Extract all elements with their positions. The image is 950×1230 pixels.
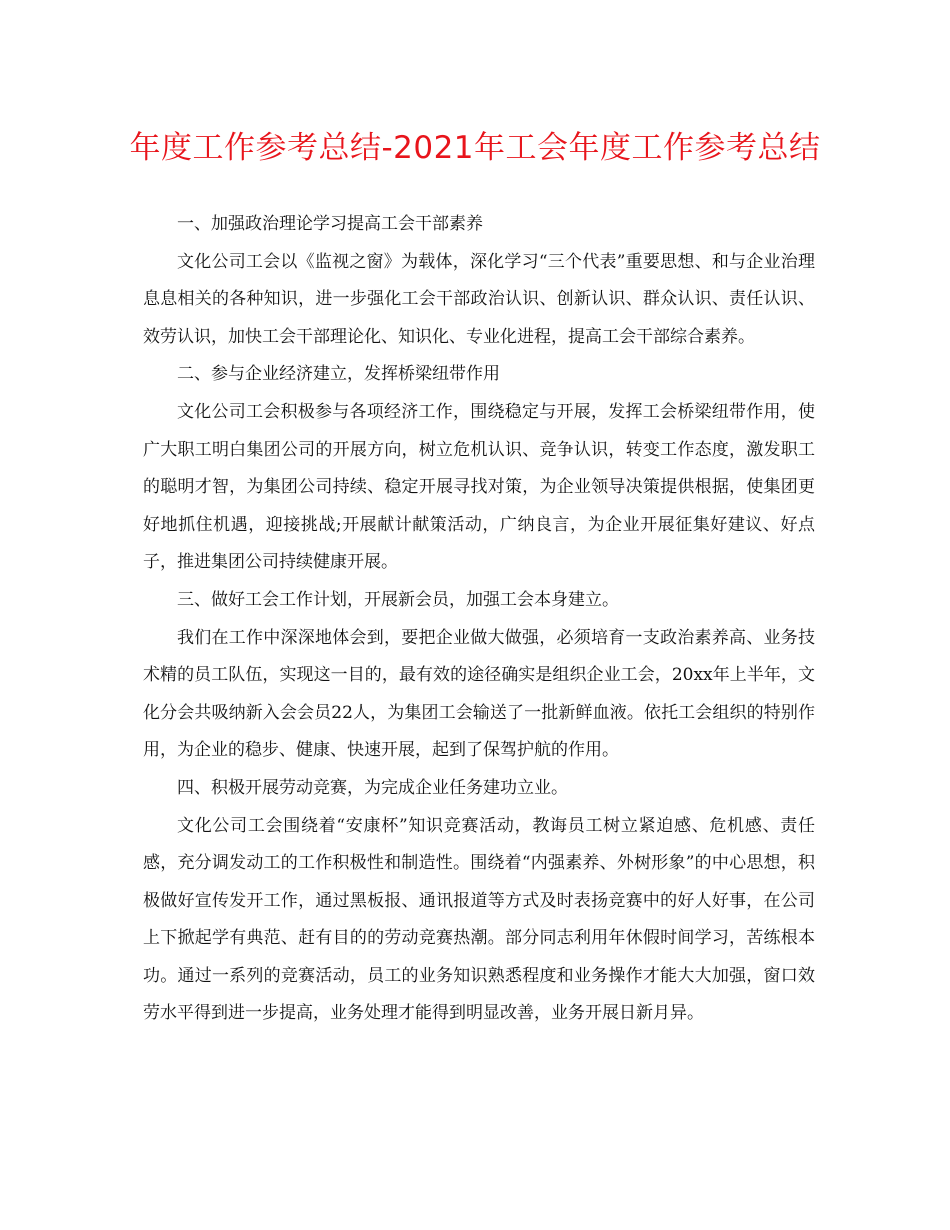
section-heading-1: 一、加强政治理论学习提高工会干部素养 xyxy=(177,214,483,234)
paragraph: 文化公司工会围绕着“安康杯”知识竞赛活动，教诲员工树立紧迫感、危机感、责任感，充分调发动工的工作积极性和制造性。围绕着“内强素养、外树形象”的中心思想，积极做好宣传发开工作，通过黑板报、通讯报道等方式及时表扬竞赛中的好人好事，在公司上下掀起学有典范、赶有目的的劳动竞赛热潮。部分同志利用年休假时间学习，苦练根本功。通过一系列的竞赛活动，员工的业务知识熟悉程度和业务操作才能大大加强，窗口效劳水平得到进一步提高，业务处理才能得到明显改善，业务开展日新月异。 xyxy=(143,815,815,1024)
paragraph: 文化公司工会以《监视之窗》为载体，深化学习“三个代表”重要思想、和与企业治理息息相关的各种知识，进一步强化工会干部政治认识、创新认识、群众认识、责任认识、效劳认识，加快工会干部理论化、知识化、专业化进程，提高工会干部综合素养。 xyxy=(143,251,815,347)
paragraph: 文化公司工会积极参与各项经济工作，围绕稳定与开展，发挥工会桥梁纽带作用，使广大职工明白集团公司的开展方向，树立危机认识、竞争认识，转变工作态度，激发职工的聪明才智，为集团公司持续、稳定开展寻找对策，为企业领导决策提供根据，使集团更好地抓住机遇，迎接挑战;开展献计献策活动，广纳良言，为企业开展征集好建议、好点子，推进集团公司持续健康开展。 xyxy=(143,401,815,573)
section-heading-4: 四、积极开展劳动竞赛，为完成企业任务建功立业。 xyxy=(177,777,568,798)
document-body xyxy=(143,206,815,1033)
section-heading-2: 二、参与企业经济建立，发挥桥梁纽带作用 xyxy=(177,364,500,385)
document-title: 年度工作参考总结-2021年工会年度工作参考总结 xyxy=(129,130,821,166)
paragraph: 我们在工作中深深地体会到，要把企业做大做强，必须培育一支政治素养高、业务技术精的员工队伍，实现这一目的，最有效的途径确实是组织企业工会，20xx年上半年，文化分会共吸纳新入会会员22人，为集团工会输送了一批新鲜血液。依托工会组织的特别作用，为企业的稳步、健康、快速开展，起到了保驾护航的作用。 xyxy=(143,627,815,761)
section-heading-3: 三、做好工会工作计划，开展新会员，加强工会本身建立。 xyxy=(177,589,619,610)
